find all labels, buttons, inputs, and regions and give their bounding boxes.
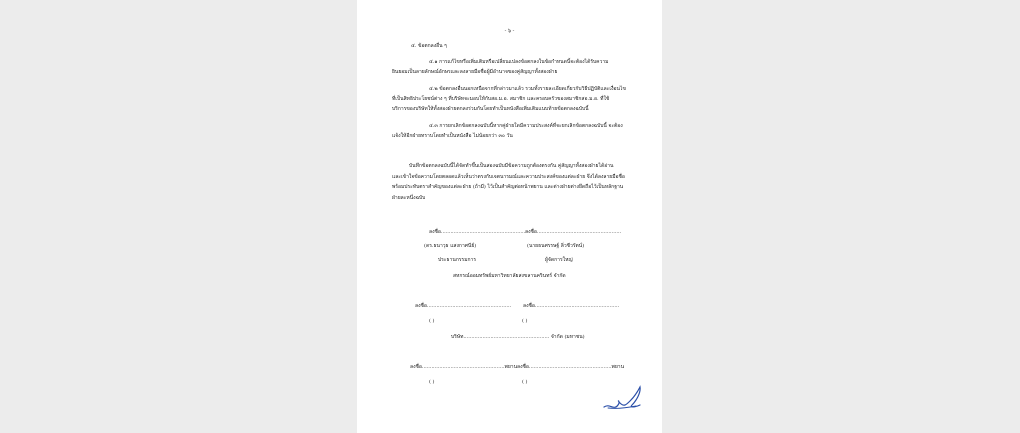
memorandum-line-3: พร้อมประทับตราสำคัญของแต่ละฝ่าย (ถ้ามี) ไว้เป็นสำคัญต่อหน้าพยาน และต่างฝ่ายต่างยึดถือไว้เป็นหลักฐาน xyxy=(392,184,624,190)
manager-signature-line: ลงชื่อ..................................................... xyxy=(525,229,622,235)
clause-4-2-line-3: บริการของบริษัทให้ทั้งสองฝ่ายตกลงร่วมกันโดยทำเป็นหนังสือเพิ่มเติมแนบท้ายข้อตกลงฉบับนี้ xyxy=(392,106,589,112)
witness-right-name-bracket: ( ) xyxy=(522,379,528,385)
witness-left-signature-line: ลงชื่อ....................................................พยาน xyxy=(410,364,517,370)
clause-4-2-line-2: ที่เป็นสิทธิประโยชน์ต่าง ๆ ที่บริษัทจะมอบให้กับสอ.ม.อ. สมาชิก และครอบครัวของสมาชิกสอ.ม.อ. ที่ใช้ xyxy=(392,96,610,102)
clause-4-1-line-2: ยินยอมเป็นลายลักษณ์อักษรและลงลายมือชื่อผู้มีอำนาจของคู่สัญญาทั้งสองฝ่าย xyxy=(392,69,558,75)
company-name-line: บริษัท...................................................... จำกัด (มหาชน) xyxy=(451,334,585,340)
clause-4-3-line-1: ๔.๓ การยกเลิกข้อตกลงฉบับนี้หากคู่ฝ่ายใดมีความประสงค์ที่จะยกเลิกข้อตกลงฉบับนี้ จะต้อง xyxy=(429,123,623,129)
witness-right-signature-line: ลงชื่อ....................................................พยาน xyxy=(517,364,624,370)
manager-name: (นายธนศรรษฐ์ ลิ่วชีวรัตน์) xyxy=(527,243,585,249)
clause-4-2-line-1: ๔.๒ ข้อตกลงอื่นนอกเหนือจากที่กล่าวมาแล้ว รวมทั้งรายละเอียดเกี่ยวกับวิธีปฏิบัติและเงื่อนไข xyxy=(429,86,626,92)
memorandum-line-2: และเข้าใจข้อความโดยตลอดแล้วเห็นว่าตรงกับเจตนารมณ์และความประสงค์ของแต่ละฝ่าย จึงได้ลงลายมือชื่อ xyxy=(392,174,625,180)
company-right-signature-line: ลงชื่อ..................................................... xyxy=(523,303,620,309)
manager-title: ผู้จัดการใหญ่ xyxy=(545,257,573,263)
cooperative-name: สหกรณ์ออมทรัพย์มหาวิทยาลัยสงขลานครินทร์ จำกัด xyxy=(453,273,566,279)
chairman-title: ประธานกรรมการ xyxy=(438,257,477,263)
company-left-signature-line: ลงชื่อ..................................................... xyxy=(415,303,512,309)
memorandum-line-1: บันทึกข้อตกลงฉบับนี้ได้จัดทำขึ้นเป็นสองฉบับมีข้อความถูกต้องตรงกัน คู่สัญญาทั้งสองฝ่ายได้อ่าน xyxy=(409,163,614,169)
company-left-name-bracket: ( ) xyxy=(429,318,435,324)
section-heading: ๔. ข้อตกลงอื่น ๆ xyxy=(411,43,447,49)
chairman-signature-line: ลงชื่อ..................................................... xyxy=(429,229,526,235)
clause-4-3-line-2: แจ้งให้อีกฝ่ายทราบโดยทำเป็นหนังสือ ไม่น้อยกว่า ๓๐ วัน xyxy=(392,133,513,139)
page-number: - ๖ - xyxy=(504,28,515,34)
company-right-name-bracket: ( ) xyxy=(522,318,528,324)
clause-4-1-line-1: ๔.๑ การแก้ไขหรือเพิ่มเติมหรือเปลี่ยนแปลงข้อตกลงในข้อกำหนดนี้จะต้องได้รับความ xyxy=(429,59,609,65)
witness-left-name-bracket: ( ) xyxy=(429,379,435,385)
memorandum-line-4: ฝ่ายละหนึ่งฉบับ xyxy=(392,195,426,201)
handwritten-signature xyxy=(602,383,644,413)
chairman-name: (ดร.ธนาวุธ แสงกาศนีย์) xyxy=(424,243,477,249)
document-page xyxy=(357,0,662,433)
